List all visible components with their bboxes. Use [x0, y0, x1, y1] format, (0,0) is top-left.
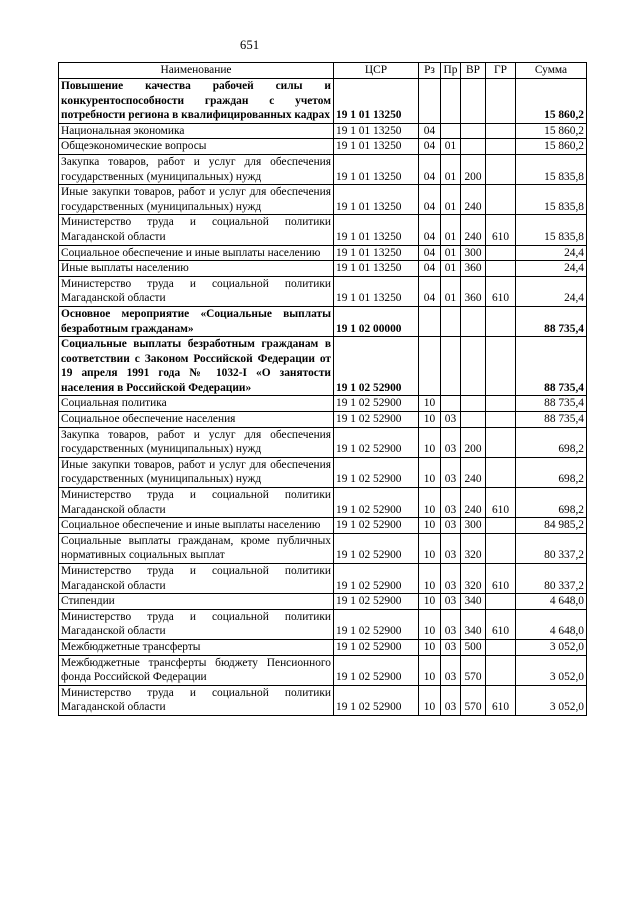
table-body [59, 79, 587, 716]
cell-sum: 15 860,2 [516, 79, 587, 124]
cell-rz: 04 [419, 215, 441, 245]
cell-rz: 10 [419, 609, 441, 639]
cell-rz: 10 [419, 412, 441, 428]
cell-gr [486, 518, 516, 534]
budget-table [58, 62, 587, 716]
cell-vr [461, 337, 486, 396]
cell-gr: 610 [486, 685, 516, 715]
cell-rz: 10 [419, 685, 441, 715]
cell-name: Социальное обеспечение населения [59, 412, 334, 428]
cell-name: Национальная экономика [59, 123, 334, 139]
cell-gr: 610 [486, 488, 516, 518]
cell-vr: 240 [461, 215, 486, 245]
cell-name: Межбюджетные трансферты [59, 639, 334, 655]
table-row [59, 396, 587, 412]
cell-vr: 240 [461, 457, 486, 487]
cell-csr: 19 1 02 52900 [334, 564, 419, 594]
header-pr: Пр [441, 63, 461, 79]
cell-pr: 03 [441, 594, 461, 610]
cell-csr: 19 1 02 52900 [334, 639, 419, 655]
cell-name: Иные выплаты населению [59, 261, 334, 277]
cell-rz: 10 [419, 639, 441, 655]
cell-gr [486, 154, 516, 184]
table-row [59, 533, 587, 563]
cell-vr: 340 [461, 609, 486, 639]
cell-pr: 03 [441, 609, 461, 639]
cell-name: Министерство труда и социальной политики Магаданской области [59, 609, 334, 639]
cell-sum: 3 052,0 [516, 655, 587, 685]
cell-vr: 200 [461, 427, 486, 457]
cell-rz: 10 [419, 655, 441, 685]
cell-sum: 3 052,0 [516, 639, 587, 655]
cell-pr: 01 [441, 154, 461, 184]
table-row [59, 139, 587, 155]
cell-pr: 03 [441, 488, 461, 518]
cell-pr: 01 [441, 245, 461, 261]
cell-vr: 570 [461, 655, 486, 685]
cell-sum: 698,2 [516, 427, 587, 457]
cell-name: Закупка товаров, работ и услуг для обеспечения государственных (муниципальных) нужд [59, 427, 334, 457]
cell-gr [486, 79, 516, 124]
cell-gr [486, 412, 516, 428]
cell-pr [441, 396, 461, 412]
header-name: Наименование [59, 63, 334, 79]
table-row [59, 337, 587, 396]
cell-vr: 300 [461, 245, 486, 261]
cell-name: Общеэкономические вопросы [59, 139, 334, 155]
cell-name: Министерство труда и социальной политики Магаданской области [59, 564, 334, 594]
cell-gr [486, 396, 516, 412]
cell-gr [486, 185, 516, 215]
cell-gr [486, 306, 516, 336]
cell-rz: 10 [419, 594, 441, 610]
table-row [59, 518, 587, 534]
header-sum: Сумма [516, 63, 587, 79]
cell-gr [486, 139, 516, 155]
cell-sum: 15 835,8 [516, 215, 587, 245]
cell-sum: 15 860,2 [516, 123, 587, 139]
cell-csr: 19 1 02 52900 [334, 533, 419, 563]
cell-vr: 340 [461, 594, 486, 610]
cell-gr: 610 [486, 609, 516, 639]
cell-vr [461, 123, 486, 139]
table-row [59, 427, 587, 457]
cell-rz [419, 337, 441, 396]
cell-csr: 19 1 01 13250 [334, 276, 419, 306]
cell-csr: 19 1 02 52900 [334, 337, 419, 396]
cell-pr [441, 123, 461, 139]
cell-sum: 4 648,0 [516, 609, 587, 639]
cell-sum: 88 735,4 [516, 412, 587, 428]
cell-vr: 240 [461, 185, 486, 215]
cell-name: Иные закупки товаров, работ и услуг для обеспечения государственных (муниципальных) нужд [59, 457, 334, 487]
cell-name: Министерство труда и социальной политики Магаданской области [59, 215, 334, 245]
table-row [59, 685, 587, 715]
cell-pr: 03 [441, 533, 461, 563]
table-row [59, 457, 587, 487]
cell-name: Межбюджетные трансферты бюджету Пенсионного фонда Российской Федерации [59, 655, 334, 685]
cell-pr [441, 306, 461, 336]
cell-csr: 19 1 02 52900 [334, 685, 419, 715]
table-row [59, 123, 587, 139]
cell-csr: 19 1 01 13250 [334, 139, 419, 155]
cell-rz: 10 [419, 518, 441, 534]
cell-vr: 240 [461, 488, 486, 518]
cell-name: Закупка товаров, работ и услуг для обеспечения государственных (муниципальных) нужд [59, 154, 334, 184]
cell-csr: 19 1 02 52900 [334, 518, 419, 534]
table-row [59, 215, 587, 245]
table-row [59, 276, 587, 306]
cell-sum: 80 337,2 [516, 564, 587, 594]
cell-rz [419, 79, 441, 124]
table-row [59, 306, 587, 336]
cell-name: Министерство труда и социальной политики Магаданской области [59, 276, 334, 306]
cell-pr: 03 [441, 412, 461, 428]
cell-pr: 03 [441, 518, 461, 534]
cell-sum: 24,4 [516, 276, 587, 306]
cell-csr: 19 1 01 13250 [334, 79, 419, 124]
cell-sum: 698,2 [516, 488, 587, 518]
cell-name: Социальные выплаты безработным гражданам в соответствии с Законом Российской Федерации от 19 апреля 1991 года № 1032-I «О занятости населения в Российской Федерации» [59, 337, 334, 396]
cell-rz: 10 [419, 457, 441, 487]
header-gr: ГР [486, 63, 516, 79]
cell-vr: 200 [461, 154, 486, 184]
cell-sum: 15 835,8 [516, 185, 587, 215]
cell-name: Социальное обеспечение и иные выплаты населению [59, 245, 334, 261]
table-row [59, 261, 587, 277]
cell-rz: 04 [419, 139, 441, 155]
cell-vr: 300 [461, 518, 486, 534]
cell-gr [486, 639, 516, 655]
cell-gr: 610 [486, 564, 516, 594]
cell-vr [461, 139, 486, 155]
cell-csr: 19 1 02 52900 [334, 396, 419, 412]
cell-name: Иные закупки товаров, работ и услуг для обеспечения государственных (муниципальных) нужд [59, 185, 334, 215]
cell-rz: 10 [419, 533, 441, 563]
cell-csr: 19 1 01 13250 [334, 123, 419, 139]
cell-csr: 19 1 02 52900 [334, 594, 419, 610]
cell-csr: 19 1 02 52900 [334, 488, 419, 518]
cell-csr: 19 1 02 52900 [334, 457, 419, 487]
cell-sum: 3 052,0 [516, 685, 587, 715]
cell-rz: 04 [419, 261, 441, 277]
cell-rz: 10 [419, 488, 441, 518]
cell-vr [461, 396, 486, 412]
cell-sum: 88 735,4 [516, 337, 587, 396]
cell-sum: 88 735,4 [516, 396, 587, 412]
cell-sum: 24,4 [516, 245, 587, 261]
cell-sum: 80 337,2 [516, 533, 587, 563]
cell-gr: 610 [486, 276, 516, 306]
table-row [59, 185, 587, 215]
cell-pr: 01 [441, 261, 461, 277]
cell-gr [486, 655, 516, 685]
cell-pr: 01 [441, 276, 461, 306]
cell-rz: 04 [419, 276, 441, 306]
header-rz: Рз [419, 63, 441, 79]
cell-rz: 10 [419, 396, 441, 412]
cell-sum: 698,2 [516, 457, 587, 487]
table-row [59, 655, 587, 685]
cell-csr: 19 1 02 00000 [334, 306, 419, 336]
cell-csr: 19 1 01 13250 [334, 215, 419, 245]
table-header-row [59, 63, 587, 79]
cell-vr [461, 306, 486, 336]
table-row [59, 564, 587, 594]
cell-pr: 03 [441, 564, 461, 594]
cell-pr [441, 79, 461, 124]
cell-rz: 10 [419, 427, 441, 457]
table-row [59, 488, 587, 518]
cell-pr: 01 [441, 215, 461, 245]
cell-name: Повышение качества рабочей силы и конкурентоспособности граждан с учетом потребности региона в квалифицированных кадрах [59, 79, 334, 124]
cell-sum: 15 835,8 [516, 154, 587, 184]
cell-vr: 360 [461, 276, 486, 306]
cell-gr [486, 533, 516, 563]
cell-name: Основное мероприятие «Социальные выплаты безработным гражданам» [59, 306, 334, 336]
cell-gr: 610 [486, 215, 516, 245]
cell-pr: 01 [441, 139, 461, 155]
cell-rz: 04 [419, 123, 441, 139]
cell-name: Министерство труда и социальной политики Магаданской области [59, 488, 334, 518]
cell-csr: 19 1 02 52900 [334, 609, 419, 639]
cell-name: Социальная политика [59, 396, 334, 412]
page-number: 651 [240, 38, 260, 52]
cell-gr [486, 245, 516, 261]
cell-pr: 03 [441, 427, 461, 457]
header-vr: ВР [461, 63, 486, 79]
cell-csr: 19 1 02 52900 [334, 427, 419, 457]
cell-pr: 01 [441, 185, 461, 215]
cell-sum: 15 860,2 [516, 139, 587, 155]
cell-vr [461, 79, 486, 124]
cell-pr [441, 337, 461, 396]
cell-name: Социальное обеспечение и иные выплаты населению [59, 518, 334, 534]
cell-name: Министерство труда и социальной политики Магаданской области [59, 685, 334, 715]
cell-gr [486, 337, 516, 396]
table-row [59, 245, 587, 261]
cell-sum: 84 985,2 [516, 518, 587, 534]
table-row [59, 154, 587, 184]
cell-rz: 04 [419, 154, 441, 184]
cell-gr [486, 123, 516, 139]
cell-pr: 03 [441, 457, 461, 487]
cell-name: Стипендии [59, 594, 334, 610]
cell-pr: 03 [441, 655, 461, 685]
table-row [59, 594, 587, 610]
cell-vr: 320 [461, 564, 486, 594]
cell-rz: 10 [419, 564, 441, 594]
cell-vr: 360 [461, 261, 486, 277]
cell-vr: 320 [461, 533, 486, 563]
cell-name: Социальные выплаты гражданам, кроме публичных нормативных социальных выплат [59, 533, 334, 563]
cell-vr [461, 412, 486, 428]
cell-rz: 04 [419, 185, 441, 215]
cell-vr: 500 [461, 639, 486, 655]
cell-csr: 19 1 01 13250 [334, 245, 419, 261]
cell-csr: 19 1 02 52900 [334, 412, 419, 428]
cell-sum: 24,4 [516, 261, 587, 277]
cell-pr: 03 [441, 639, 461, 655]
cell-gr [486, 427, 516, 457]
cell-rz [419, 306, 441, 336]
cell-vr: 570 [461, 685, 486, 715]
cell-gr [486, 457, 516, 487]
cell-pr: 03 [441, 685, 461, 715]
cell-gr [486, 261, 516, 277]
table-row [59, 412, 587, 428]
cell-csr: 19 1 01 13250 [334, 185, 419, 215]
cell-rz: 04 [419, 245, 441, 261]
cell-csr: 19 1 02 52900 [334, 655, 419, 685]
table-row [59, 639, 587, 655]
cell-gr [486, 594, 516, 610]
table-row [59, 79, 587, 124]
table-row [59, 609, 587, 639]
cell-csr: 19 1 01 13250 [334, 154, 419, 184]
cell-csr: 19 1 01 13250 [334, 261, 419, 277]
cell-sum: 4 648,0 [516, 594, 587, 610]
header-csr: ЦСР [334, 63, 419, 79]
cell-sum: 88 735,4 [516, 306, 587, 336]
